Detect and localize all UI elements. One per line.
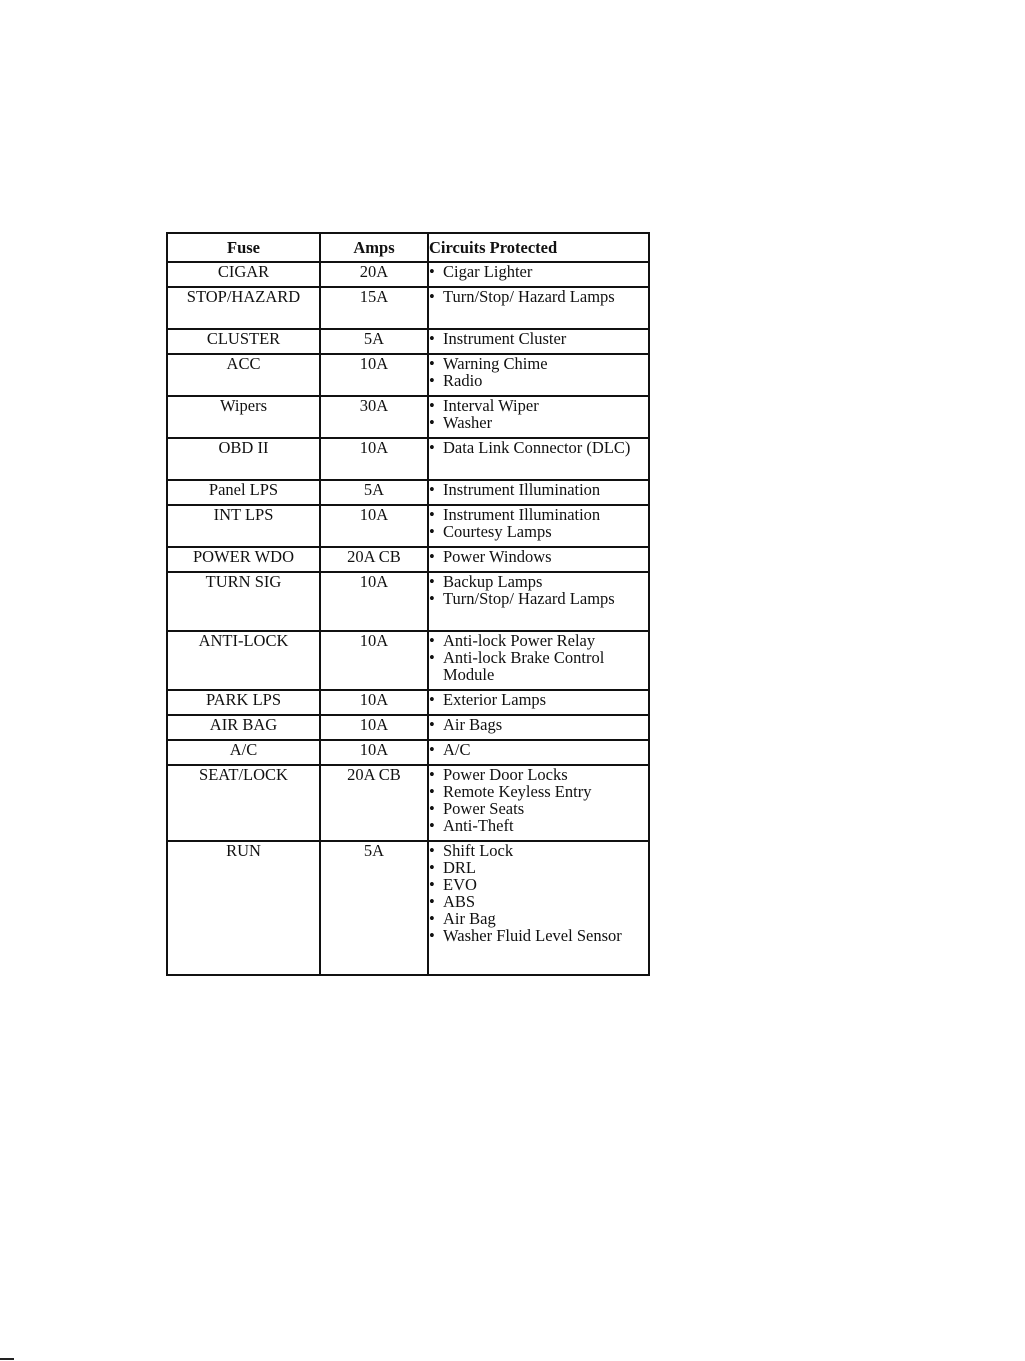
table-row [167,262,649,287]
circuit-text: Washer Fluid Level Sensor [443,926,622,945]
table-row [167,287,649,329]
circuit-text: Power Door Locks [443,765,568,784]
circuits-cell [428,396,649,438]
bullet-icon: • [429,547,435,566]
bullet-icon: • [429,926,435,945]
circuit-text: Interval Wiper [443,396,539,415]
bullet-icon: • [429,841,435,860]
circuits-cell [428,354,649,396]
table-body [167,262,649,975]
fuse-name-cell: CLUSTER [167,329,320,354]
circuit-list-item [429,573,648,590]
circuit-list-item [429,691,648,708]
bullet-icon: • [429,480,435,499]
circuit-list-item [429,439,648,456]
bullet-icon: • [429,396,435,415]
table-row [167,690,649,715]
circuit-text: Air Bag [443,909,496,928]
circuit-text: Cigar Lighter [443,262,533,281]
circuits-cell [428,715,649,740]
circuit-text: Air Bags [443,715,503,734]
bullet-icon: • [429,909,435,928]
circuit-text: Courtesy Lamps [443,522,552,541]
circuit-list-item [429,481,648,498]
circuits-cell [428,505,649,547]
circuit-list-item [429,842,648,859]
fuse-name-cell: SEAT/LOCK [167,765,320,841]
circuit-list-item [429,330,648,347]
amps-cell: 20A [320,262,428,287]
table-row [167,572,649,631]
circuit-text: EVO [443,875,477,894]
bullet-icon: • [429,648,435,667]
circuit-text: Exterior Lamps [443,690,547,709]
circuit-text: Washer [443,413,493,432]
bullet-icon: • [429,631,435,650]
bullet-icon: • [429,858,435,877]
table-row [167,329,649,354]
amps-cell: 10A [320,572,428,631]
bullet-icon: • [429,505,435,524]
circuits-cell [428,262,649,287]
circuit-text: Data Link Connector (DLC) [443,438,631,457]
circuit-list-item [429,414,648,431]
circuit-list-item [429,716,648,733]
circuit-list-item [429,523,648,540]
bullet-icon: • [429,892,435,911]
amps-cell: 10A [320,631,428,690]
header-fuse: Fuse [167,233,320,262]
fuse-name-cell: Panel LPS [167,480,320,505]
table-row [167,715,649,740]
bullet-icon: • [429,329,435,348]
circuit-list-item [429,927,648,944]
circuits-cell [428,765,649,841]
circuits-cell [428,740,649,765]
amps-cell: 10A [320,354,428,396]
circuits-cell [428,841,649,975]
amps-cell: 30A [320,396,428,438]
circuit-list-item [429,263,648,280]
circuit-text: Radio [443,371,483,390]
circuit-list-item [429,893,648,910]
table-row [167,480,649,505]
circuits-cell [428,690,649,715]
table-row [167,765,649,841]
circuit-list-item [429,288,648,305]
circuits-cell [428,438,649,480]
amps-cell: 15A [320,287,428,329]
circuit-text: Instrument Illumination [443,480,601,499]
circuit-list-item [429,876,648,893]
bullet-icon: • [429,690,435,709]
bullet-icon: • [429,715,435,734]
circuit-text: Turn/Stop/ Hazard Lamps [443,589,615,608]
amps-cell: 10A [320,438,428,480]
circuit-text: Turn/Stop/ Hazard Lamps [443,287,615,306]
bullet-icon: • [429,782,435,801]
circuit-text: Anti-Theft [443,816,514,835]
circuits-cell [428,631,649,690]
amps-cell: 5A [320,329,428,354]
fuse-name-cell: RUN [167,841,320,975]
header-circuits: Circuits Protected [428,233,649,262]
circuit-text: Shift Lock [443,841,514,860]
bullet-icon: • [429,522,435,541]
circuit-text: Anti-lock Power Relay [443,631,596,650]
page-edge-mark [0,1358,14,1360]
circuit-text: Instrument Cluster [443,329,567,348]
fuse-name-cell: PARK LPS [167,690,320,715]
circuit-list-item [429,632,648,649]
circuits-cell [428,572,649,631]
table-header-row [167,233,649,262]
circuit-list-item [429,355,648,372]
fuse-name-cell: AIR BAG [167,715,320,740]
circuit-list-item [429,910,648,927]
fuse-name-cell: A/C [167,740,320,765]
fuse-name-cell: OBD II [167,438,320,480]
circuit-text: DRL [443,858,476,877]
table-row [167,396,649,438]
amps-cell: 5A [320,480,428,505]
table-row [167,841,649,975]
amps-cell: 20A CB [320,765,428,841]
circuit-text: Backup Lamps [443,572,543,591]
circuit-text: Remote Keyless Entry [443,782,592,801]
fuse-name-cell: CIGAR [167,262,320,287]
circuit-text: Power Windows [443,547,552,566]
circuit-text: ABS [443,892,476,911]
circuit-text: Power Seats [443,799,525,818]
circuit-list-item [429,766,648,783]
bullet-icon: • [429,589,435,608]
circuit-list-item [429,590,648,607]
amps-cell: 10A [320,690,428,715]
circuit-text: Warning Chime [443,354,548,373]
circuits-cell [428,547,649,572]
table-row [167,438,649,480]
table-row [167,547,649,572]
fuse-name-cell: Wipers [167,396,320,438]
circuit-list-item [429,506,648,523]
table-row [167,740,649,765]
circuits-cell [428,287,649,329]
amps-cell: 10A [320,505,428,547]
bullet-icon: • [429,438,435,457]
bullet-icon: • [429,287,435,306]
bullet-icon: • [429,740,435,759]
circuit-text: Anti-lock Brake Control Module [443,648,605,684]
fuse-name-cell: TURN SIG [167,572,320,631]
circuit-list-item [429,397,648,414]
circuit-list-item [429,372,648,389]
circuit-list-item [429,741,648,758]
fuse-name-cell: INT LPS [167,505,320,547]
bullet-icon: • [429,816,435,835]
bullet-icon: • [429,262,435,281]
amps-cell: 20A CB [320,547,428,572]
circuit-list-item [429,859,648,876]
bullet-icon: • [429,799,435,818]
bullet-icon: • [429,572,435,591]
circuits-cell [428,480,649,505]
amps-cell: 5A [320,841,428,975]
circuit-text: A/C [443,740,471,759]
fuse-name-cell: STOP/HAZARD [167,287,320,329]
amps-cell: 10A [320,740,428,765]
fuse-name-cell: ACC [167,354,320,396]
header-amps: Amps [320,233,428,262]
bullet-icon: • [429,413,435,432]
bullet-icon: • [429,765,435,784]
amps-cell: 10A [320,715,428,740]
circuits-cell [428,329,649,354]
bullet-icon: • [429,354,435,373]
fuse-name-cell: POWER WDO [167,547,320,572]
fuse-table [166,232,650,976]
circuit-list-item [429,817,648,834]
circuit-text: Instrument Illumination [443,505,601,524]
circuit-list-item [429,649,648,683]
bullet-icon: • [429,875,435,894]
bullet-icon: • [429,371,435,390]
circuit-list-item [429,800,648,817]
circuit-list-item [429,548,648,565]
circuit-list-item [429,783,648,800]
fuse-name-cell: ANTI-LOCK [167,631,320,690]
table-row [167,631,649,690]
table-row [167,354,649,396]
table-row [167,505,649,547]
